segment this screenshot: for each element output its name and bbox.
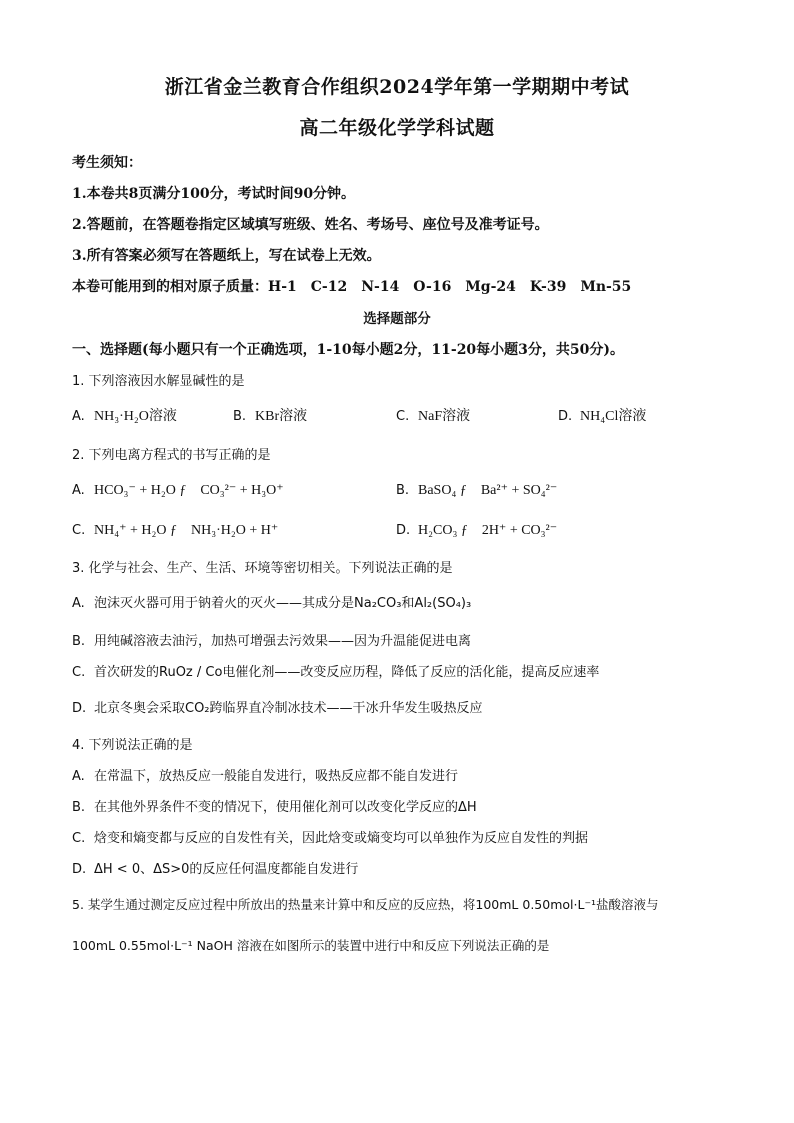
option-a xyxy=(72,765,458,784)
option-c xyxy=(72,519,278,539)
question-stem-continued: 100mL 0.55mol·L⁻¹ NaOH 溶液在如图所示的装置中进行中和反应下列说法正确的是 xyxy=(72,938,550,953)
option-text: 用纯碱溶液去油污，加热可增强去污效果——因为升温能促进电离 xyxy=(94,634,472,649)
option-label: D. xyxy=(558,409,573,424)
notice-item: 2.答题前，在答题卷指定区域填写班级、姓名、考场号、座位号及准考证号。 xyxy=(72,217,549,233)
option-label: B. xyxy=(396,483,410,498)
question-stem: 2. 下列电离方程式的书写正确的是 xyxy=(72,448,271,463)
option-label: A. xyxy=(72,596,85,611)
option-text: 焓变和熵变都与反应的自发性有关，因此焓变或熵变均可以单独作为反应自发性的判据 xyxy=(94,831,589,846)
option-d xyxy=(558,405,646,425)
option-c xyxy=(396,405,470,425)
option-text: NH₄⁺ + H₂O ƒ NH₃·H₂O + H⁺ xyxy=(94,523,279,538)
atomic-masses: 本卷可能用到的相对原子质量：H-1 C-12 N-14 O-16 Mg-24 K-39 Mn-55 xyxy=(72,279,632,295)
option-b xyxy=(72,630,471,649)
option-a xyxy=(72,479,284,499)
question-stem: 3. 化学与社会、生产、生活、环境等密切相关。下列说法正确的是 xyxy=(72,561,453,576)
option-a xyxy=(72,592,471,611)
option-label: B. xyxy=(233,409,247,424)
option-text: 在其他外界条件不变的情况下，使用催化剂可以改变化学反应的ΔH xyxy=(94,800,477,815)
option-label: A. xyxy=(72,409,85,424)
option-text: NH₃·H₂O溶液 xyxy=(94,409,177,424)
option-text: BaSO₄ ƒ Ba²⁺ + SO₄²⁻ xyxy=(418,483,558,498)
exam-subtitle: 高二年级化学学科试题 xyxy=(299,117,495,139)
option-text: H₂CO₃ ƒ 2H⁺ + CO₃²⁻ xyxy=(418,523,558,538)
option-label: D. xyxy=(72,862,87,877)
option-d xyxy=(72,697,483,716)
exam-title: 浙江省金兰教育合作组织2024学年第一学期期中考试 xyxy=(164,76,630,98)
option-label: D. xyxy=(72,701,87,716)
option-c xyxy=(72,661,599,680)
option-text: HCO₃⁻ + H₂O ƒ CO₃²⁻ + H₃O⁺ xyxy=(94,483,284,498)
option-label: C. xyxy=(72,831,86,846)
option-a xyxy=(72,405,177,425)
option-label: D. xyxy=(396,523,411,538)
notice-heading: 考生须知： xyxy=(72,155,142,171)
option-c xyxy=(72,827,588,846)
notice-item: 3.所有答案必须写在答题纸上，写在试卷上无效。 xyxy=(72,248,381,264)
option-label: B. xyxy=(72,634,86,649)
section-instruction: 一、选择题(每小题只有一个正确选项，1-10每小题2分，11-20每小题3分，共50分)。 xyxy=(72,342,625,358)
notice-item: 1.本卷共8页满分100分，考试时间90分钟。 xyxy=(72,186,356,202)
option-b xyxy=(72,796,477,815)
section-title: 选择题部分 xyxy=(363,311,431,327)
option-b xyxy=(233,405,307,425)
option-text: 泡沫灭火器可用于钠着火的灭火——其成分是Na₂CO₃和Al₂(SO₄)₃ xyxy=(94,596,472,611)
question-stem: 1. 下列溶液因水解显碱性的是 xyxy=(72,374,245,389)
option-d xyxy=(72,858,358,877)
option-text: KBr溶液 xyxy=(255,409,308,424)
option-label: A. xyxy=(72,769,85,784)
option-label: C. xyxy=(72,523,86,538)
option-label: B. xyxy=(72,800,86,815)
option-text: NH₄Cl溶液 xyxy=(580,409,647,424)
option-text: 在常温下，放热反应一般能自发进行，吸热反应都不能自发进行 xyxy=(94,769,459,784)
option-text: 北京冬奥会采取CO₂跨临界直冷制冰技术——干冰升华发生吸热反应 xyxy=(94,701,483,716)
option-label: A. xyxy=(72,483,85,498)
question-stem: 5. 某学生通过测定反应过程中所放出的热量来计算中和反应的反应热，将100mL 0.50mol·L⁻¹盐酸溶液与 xyxy=(72,897,659,912)
option-label: C. xyxy=(396,409,410,424)
option-b xyxy=(396,479,557,499)
option-text: NaF溶液 xyxy=(418,409,471,424)
option-d xyxy=(396,519,557,539)
option-text: 首次研发的RuOz / Co电催化剂——改变反应历程，降低了反应的活化能，提高反应速率 xyxy=(94,665,600,680)
option-text: ΔH < 0、ΔS>0的反应任何温度都能自发进行 xyxy=(94,862,359,877)
question-stem: 4. 下列说法正确的是 xyxy=(72,738,193,753)
option-label: C. xyxy=(72,665,86,680)
